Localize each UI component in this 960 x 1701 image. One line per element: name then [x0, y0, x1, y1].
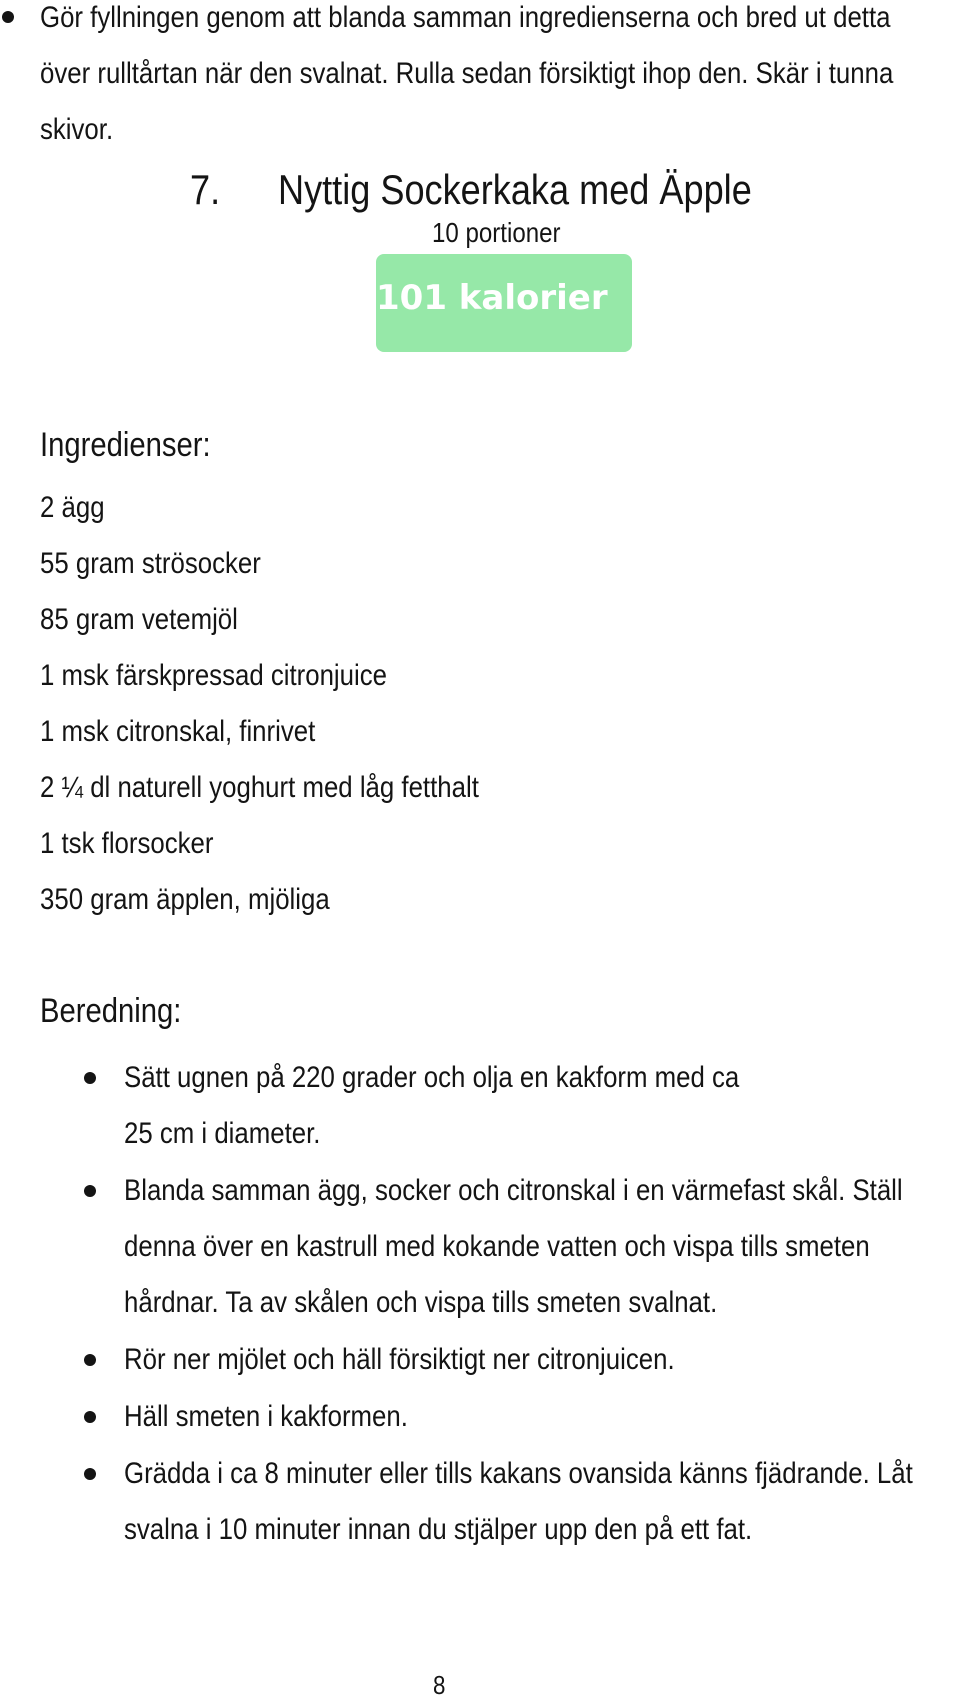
- step-line: denna över en kastrull med kokande vatten och vispa tills smeten: [124, 1230, 870, 1263]
- bullet-icon: [84, 1354, 96, 1366]
- recipe-number: 7.: [190, 166, 221, 213]
- recipe-title: Nyttig Sockerkaka med Äpple: [278, 166, 752, 213]
- step-line: Häll smeten i kakformen.: [124, 1400, 408, 1433]
- step-line: hårdnar. Ta av skålen och vispa tills smeten svalnat.: [124, 1286, 718, 1319]
- bullet-icon: [84, 1411, 96, 1423]
- step-line: Rör ner mjölet och häll försiktigt ner citronjuicen.: [124, 1343, 675, 1376]
- ingredient-item: 1 msk färskpressad citronjuice: [40, 659, 387, 692]
- ingredient-item: 55 gram strösocker: [40, 547, 261, 580]
- ingredient-item: 2 ¼ dl naturell yoghurt med låg fetthalt: [40, 771, 479, 804]
- step-line: Grädda i ca 8 minuter eller tills kakans ovansida känns fjädrande. Låt: [124, 1457, 913, 1490]
- bullet-icon: [84, 1072, 96, 1084]
- recipe-portions: 10 portioner: [432, 217, 561, 248]
- bullet-icon: [84, 1468, 96, 1480]
- top-item-line-1: Gör fyllningen genom att blanda samman ingredienserna och bred ut detta: [40, 1, 891, 34]
- bullet-icon: [84, 1185, 96, 1197]
- ingredient-item: 1 tsk florsocker: [40, 827, 214, 860]
- step-line: Sätt ugnen på 220 grader och olja en kakform med ca: [124, 1061, 740, 1094]
- top-item-line-3: skivor.: [40, 113, 114, 146]
- calories-badge-label: 101 kalorier: [376, 278, 608, 318]
- ingredient-item: 2 ägg: [40, 491, 105, 524]
- bullet-icon: [2, 11, 14, 23]
- step-line: 25 cm i diameter.: [124, 1117, 321, 1150]
- ingredients-heading: Ingredienser:: [40, 426, 211, 464]
- calories-badge: [376, 254, 632, 352]
- page-number: 8: [433, 1670, 446, 1700]
- ingredient-item: 85 gram vetemjöl: [40, 603, 238, 636]
- top-item-line-2: över rulltårtan när den svalnat. Rulla sedan försiktigt ihop den. Skär i tunna: [40, 57, 894, 90]
- ingredient-item: 350 gram äpplen, mjöliga: [40, 883, 330, 916]
- preparation-heading: Beredning:: [40, 992, 182, 1030]
- ingredient-item: 1 msk citronskal, finrivet: [40, 715, 316, 748]
- step-line: Blanda samman ägg, socker och citronskal i en värmefast skål. Ställ: [124, 1174, 903, 1207]
- step-line: svalna i 10 minuter innan du stjälper upp den på ett fat.: [124, 1513, 753, 1546]
